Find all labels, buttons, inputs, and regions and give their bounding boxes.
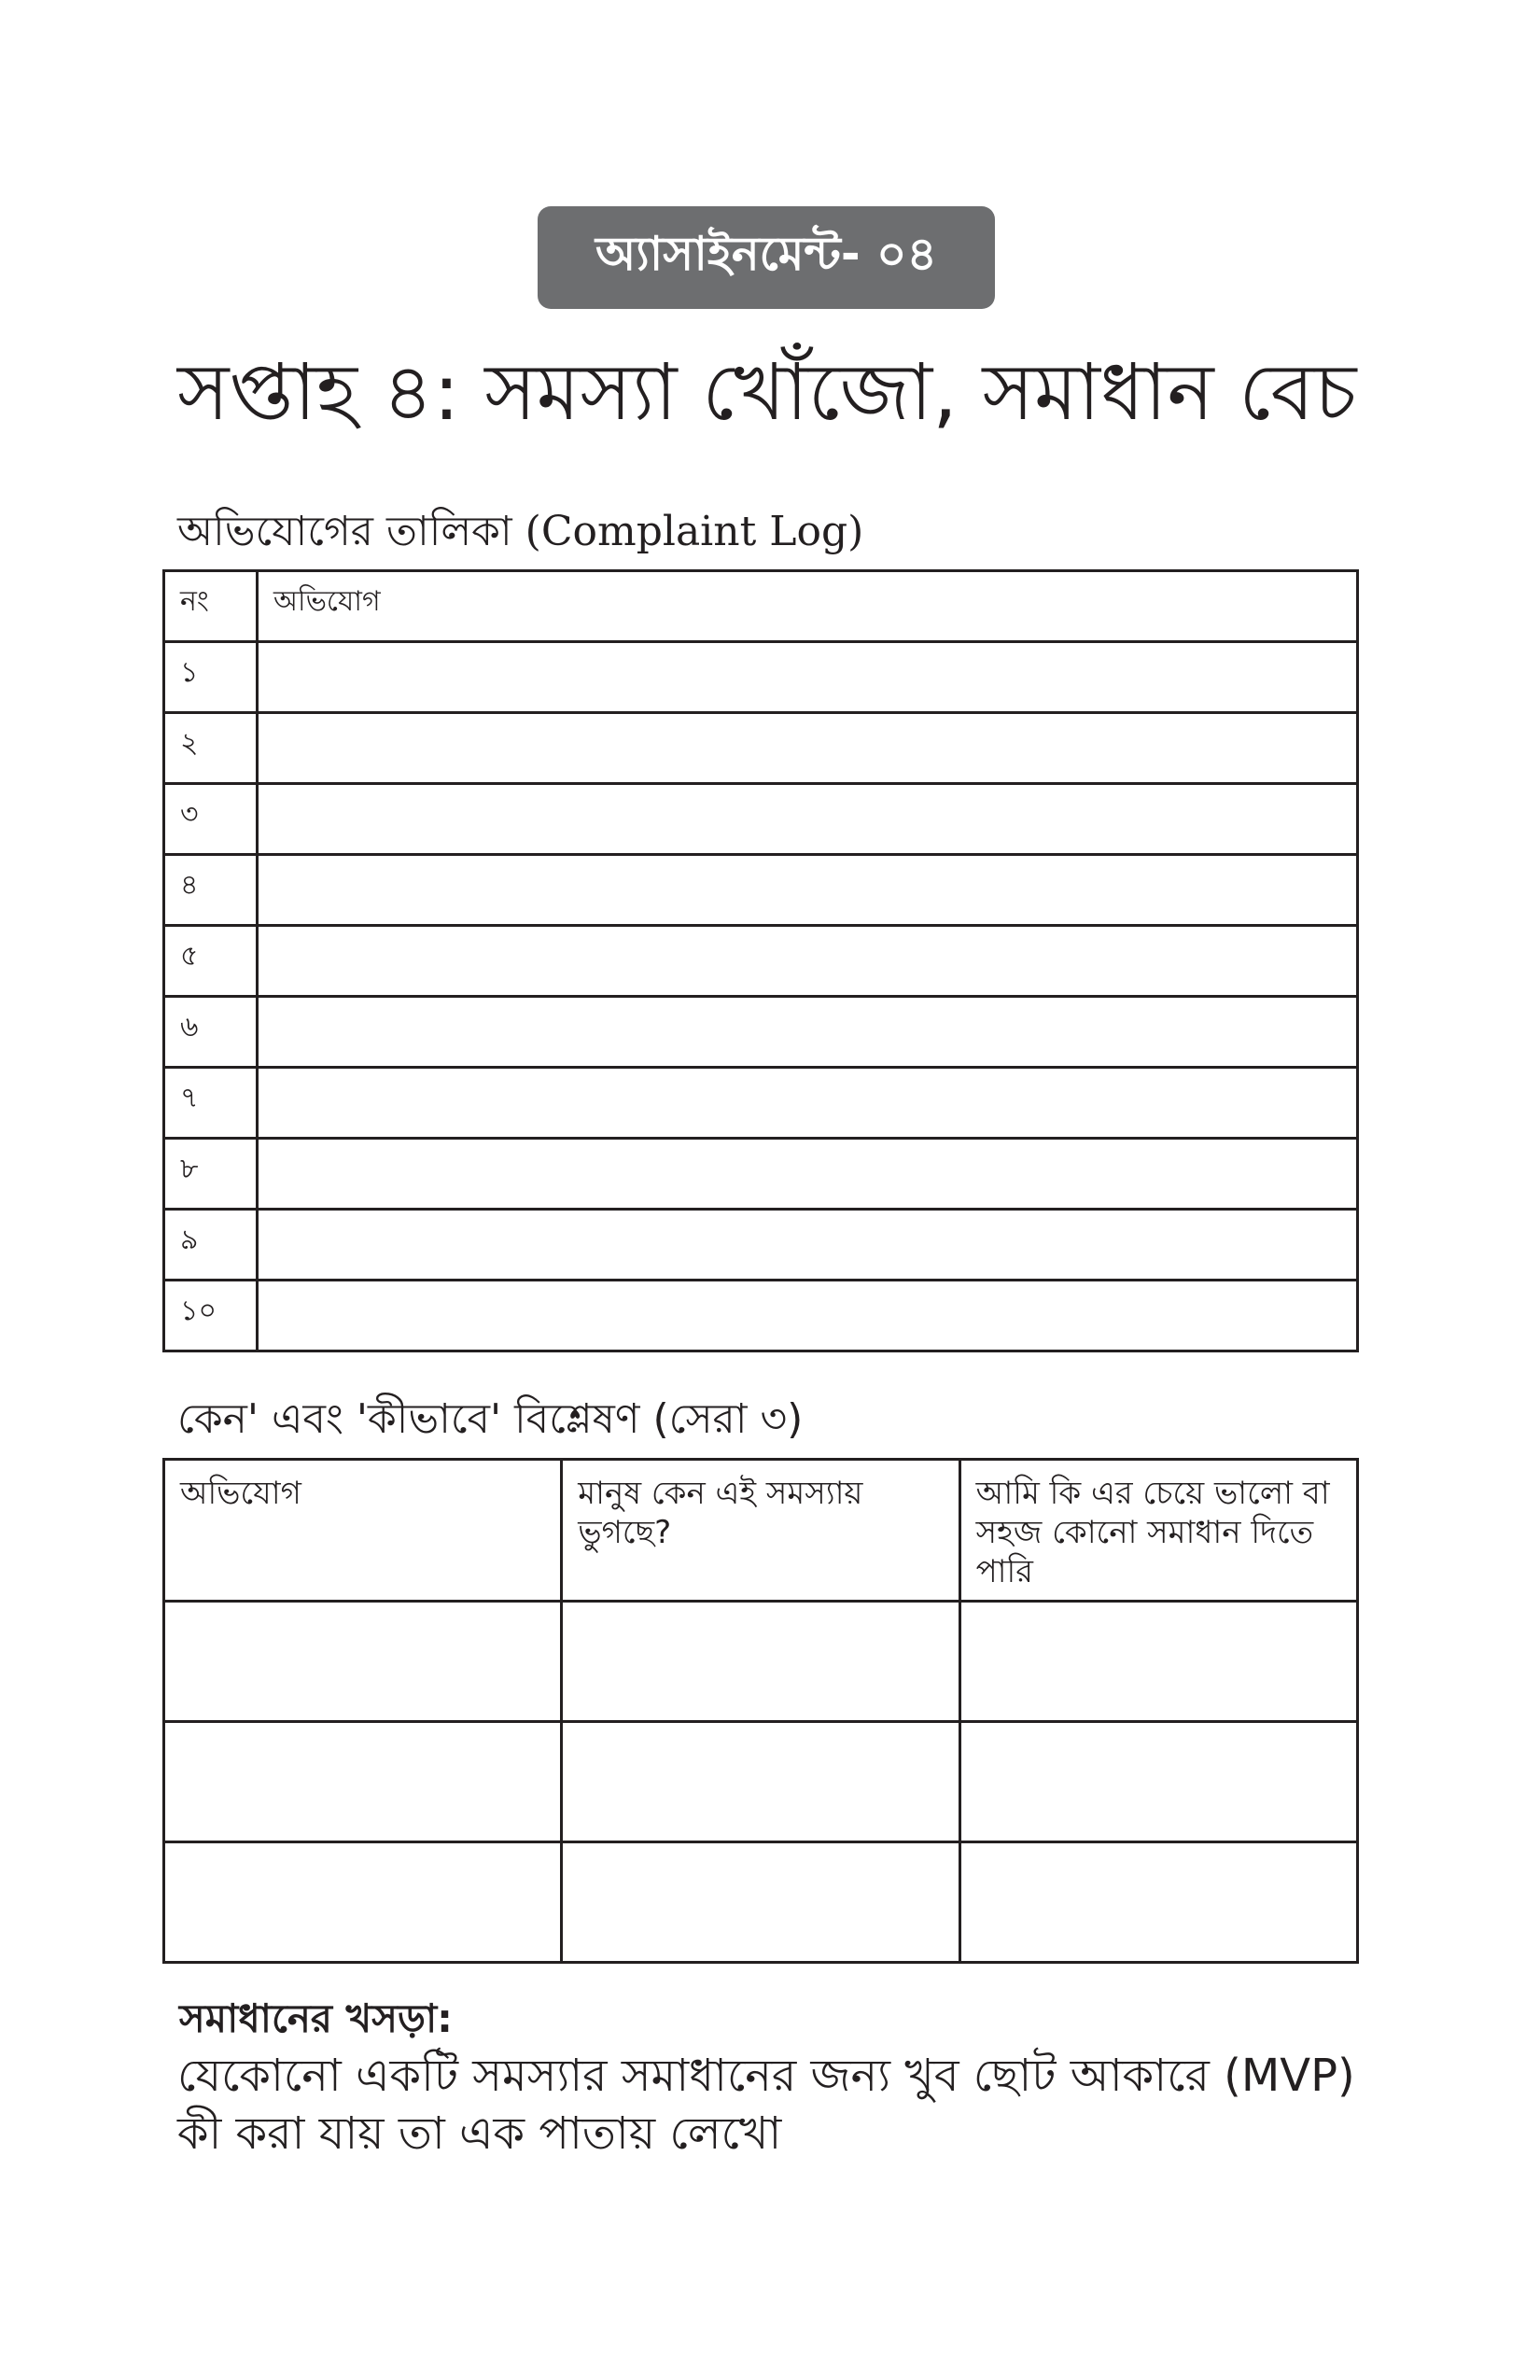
row-number: ৪ [164,855,258,926]
table-row [164,855,1358,926]
why-cell[interactable] [562,1602,959,1722]
row-number: ৫ [164,926,258,997]
solution-draft-instructions: যেকোনো একটি সমস্যার সমাধানের জন্য খুব ছোট আকারে (MVP) কী করা যায় তা এক পাতায় লেখো [177,2050,1355,2160]
complaint-log-heading-en: (Complaint Log) [525,508,864,555]
page-title: সপ্তাহ ৪: সমস্যা খোঁজো, সমাধান বেচ [177,346,1357,438]
column-header-complaint: অভিযোগ [164,1460,562,1602]
assignment-badge: অ্যাসাইনমেন্ট- ০৪ [538,206,995,309]
solution-cell[interactable] [959,1602,1357,1722]
column-header-better-solution: আমি কি এর চেয়ে ভালো বা সহজ কোনো সমাধান দিতে পারি [959,1460,1357,1602]
table-row [164,784,1358,855]
analysis-table [162,1458,1359,1964]
complaint-cell[interactable] [258,1281,1358,1351]
analysis-heading: কেন' এবং 'কীভাবে' বিশ্লেষণ (সেরা ৩) [177,1395,804,1443]
complaint-log-heading [177,506,863,558]
table-row [164,1722,1358,1842]
complaint-cell[interactable] [258,713,1358,784]
table-row [164,713,1358,784]
table-header-row [164,1460,1358,1602]
solution-cell[interactable] [959,1842,1357,1963]
column-header-complaint: অভিযোগ [258,571,1358,642]
complaint-cell[interactable] [258,855,1358,926]
complaint-cell[interactable] [258,1139,1358,1210]
complaint-cell[interactable] [164,1722,562,1842]
solution-cell[interactable] [959,1722,1357,1842]
table-row [164,1842,1358,1963]
complaint-cell[interactable] [258,1210,1358,1281]
table-row [164,642,1358,713]
complaint-cell[interactable] [258,1068,1358,1139]
column-header-number: নং [164,571,258,642]
row-number: ১ [164,642,258,713]
row-number: ৯ [164,1210,258,1281]
complaint-cell[interactable] [164,1602,562,1722]
table-row [164,1281,1358,1351]
why-cell[interactable] [562,1842,959,1963]
complaint-cell[interactable] [258,642,1358,713]
table-row [164,1210,1358,1281]
table-row [164,1068,1358,1139]
row-number: ২ [164,713,258,784]
why-cell[interactable] [562,1722,959,1842]
complaint-cell[interactable] [258,784,1358,855]
complaint-cell[interactable] [258,997,1358,1068]
table-row [164,997,1358,1068]
row-number: ৩ [164,784,258,855]
row-number: ৭ [164,1068,258,1139]
solution-draft-heading: সমাধানের খসড়া: [179,1995,453,2041]
complaint-cell[interactable] [258,926,1358,997]
complaint-log-table [162,569,1359,1352]
column-header-why: মানুষ কেন এই সমস্যায় ভুগছে? [562,1460,959,1602]
table-row [164,926,1358,997]
row-number: ৬ [164,997,258,1068]
complaint-log-heading-bn: অভিযোগের তালিকা [177,508,525,555]
complaint-cell[interactable] [164,1842,562,1963]
row-number: ১০ [164,1281,258,1351]
row-number: ৮ [164,1139,258,1210]
table-header-row [164,571,1358,642]
table-row [164,1602,1358,1722]
table-row [164,1139,1358,1210]
